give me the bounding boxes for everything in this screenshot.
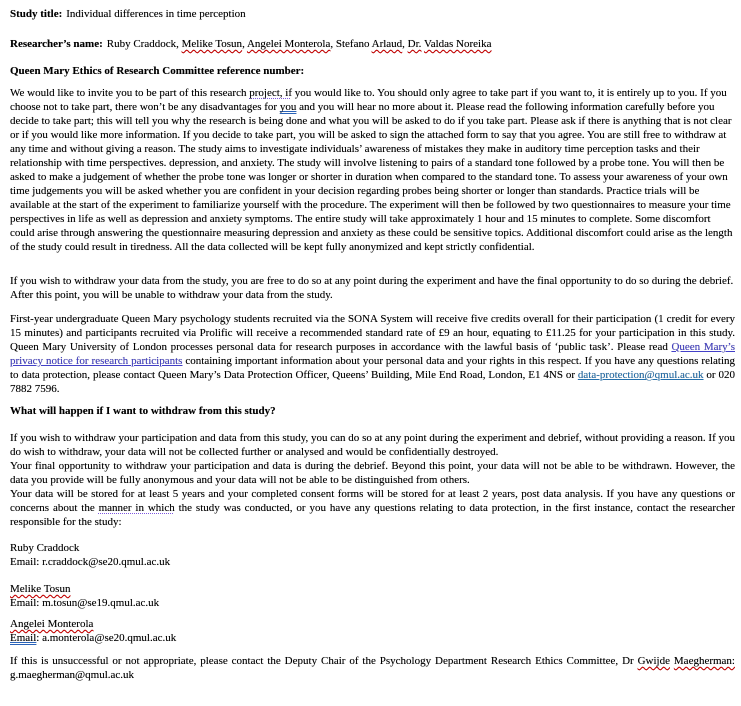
researchers-line (10, 37, 735, 51)
study-title-label: Study title: (10, 8, 63, 20)
intro-text: and you will hear no more about it. Please read the following information carefully before you decide to take part; this will tell you why the research is being done and what you will be asked to do if you take part. Please ask if there is anything that is not clear or if you would like more information. If you decide to take part, you will be asked to sign the attached form to say that you agree. You are still free to withdraw at any time and without giving a reason. The study aims to investigate individuals’ awareness of mistakes they make in auditory time perception tasks and their relationship with time perspectives. depression, and anxiety. The study will involve listening to pairs of a standard tone followed by a probe tone. You will then be asked to make a judgement of whether the probe tone was longer or shorter in duration when compared to the standard tone. To assess your awareness of your own time judgements you will be asked whether you are confident in your decision regarding probes being shorter or longer than standards. Practice trials will be available at the start of the experiment to familiarize yourself with the procedure. The experiment will then be followed by two questionnaires to measure your time perspectives in life as well as depression and anxiety symptoms. The entire study will take approximately 1 hour and 15 minutes to complete. Some discomfort could arise through answering the questionnaire measuring depression and anxiety as these could be sensitive topics. Additional discomfort could arise as the length of the study could result in tiredness. All the data collected will be kept fully anonymized and kept strictly confidential. (10, 101, 733, 253)
contact-name: Ruby Craddock (10, 542, 80, 554)
withdraw-details-text: Your data will be stored for at least 5 years and your completed consent forms will be stored for at least 2 years, post data analysis. If you have any questions or concerns about the (10, 488, 735, 514)
closing-text: g.maegherman@qmul.ac.uk (10, 669, 135, 681)
ethics-reference-heading-text: Queen Mary Ethics of Research Committee reference number: (10, 65, 305, 77)
intro-text: you would like to. You should only agree to take part if you want to, it is entirely up to you. If you choose not to take part, there won’t be any disadvantages for (10, 87, 727, 113)
contact-block (10, 617, 735, 645)
researcher-name-spellcheck: Angelei Monterola (246, 38, 331, 50)
researchers-label: Researcher’s name: (10, 38, 103, 50)
withdraw-details-line-c (10, 487, 735, 529)
grammar-mark: you (279, 101, 297, 113)
researcher-name: Ruby Craddock, (106, 38, 182, 50)
contact-email (10, 631, 735, 645)
data-protection-email-link[interactable]: data-protection@qmul.ac.uk (577, 369, 704, 381)
compensation-text: First-year undergraduate Queen Mary psychology students recruited via the SONA System will receive five credits overall for their participation (1 credit for every 15 minutes) and participants recruited via Prolific will receive a recommended standard rate of £9 an hour, equating to £11.25 for your participation in this study. Queen Mary University of London processes personal data for research purposes in accordance with the lawful basis of ‘public task’. Please read (10, 313, 735, 353)
grammar-mark: Email (10, 632, 37, 644)
ethics-reference-heading (10, 64, 735, 78)
style-suggestion-mark: manner in which (98, 502, 175, 514)
study-title-line (10, 7, 735, 21)
researcher-name-spellcheck: Valdas Noreika (423, 38, 492, 50)
contact-block (10, 541, 735, 569)
withdraw-heading (10, 404, 735, 418)
researcher-title-spellcheck: Dr. (407, 38, 422, 50)
contact-email-text: : a.monterola@se20.qmul.ac.uk (36, 632, 177, 644)
compensation-paragraph (10, 312, 735, 396)
style-suggestion-mark: project, if (249, 87, 292, 99)
researchers-separator: , (402, 38, 408, 50)
withdraw-details-line-b: Your final opportunity to withdraw your participation and data is during the debrief. Beyond this point, your data will not be able to be withdrawn. However, the data you provide will be fully anonymous and your data will not be able to be distinguished from others. (10, 460, 735, 486)
deputy-chair-name-spellcheck: Maegherman: (673, 655, 735, 667)
contact-block (10, 582, 735, 610)
compensation-text: containing important information about your personal data and your rights in this respect. If you have any questions relating to data protection, please contact Queen Mary’s Data Protection Officer, Queens’ Building, Mile End Road, London, E1 4NS or (10, 355, 736, 381)
contact-name-spellcheck: Melike Tosun (10, 583, 71, 595)
withdraw-heading-text: What will happen if I want to withdraw from this study? (10, 405, 276, 417)
contact-email: Email: r.craddock@se20.qmul.ac.uk (10, 556, 171, 568)
deputy-chair-name-spellcheck: Gwijde (637, 655, 670, 667)
researcher-name: , Stefano (330, 38, 372, 50)
withdraw-details-paragraph (10, 431, 735, 529)
study-title-value: Individual differences in time perception (66, 8, 246, 20)
intro-paragraph (10, 86, 735, 254)
closing-text: If this is unsuccessful or not appropriate, please contact the Deputy Chair of the Psychology Department Research Ethics Committee, Dr (10, 655, 638, 667)
contact-email: Email: m.tosun@se19.qmul.ac.uk (10, 597, 160, 609)
withdraw-details-line-a: If you wish to withdraw your participation and data from this study, you can do so at any point during the experiment and debrief, without providing a reason. If you do wish to withdraw, your data will not be collected further or analysed and would be confidentially destroyed. (10, 432, 735, 458)
privacy-notice-link[interactable]: Queen Mary’s privacy notice for research participants (10, 341, 735, 367)
withdraw-details-text: the study was conducted, or you have any questions relating to data protection, in the first instance, contact the researcher responsible for the study: (10, 502, 736, 528)
researchers-separator: , (242, 38, 247, 50)
contact-name-spellcheck: Angelei Monterola (10, 618, 94, 630)
researcher-name-spellcheck: Melike Tosun (181, 38, 243, 50)
closing-paragraph (10, 654, 735, 682)
compensation-text: or 020 7882 7596. (10, 369, 735, 395)
intro-text: We would like to invite you to be part of this research (10, 87, 250, 99)
withdraw-data-paragraph: If you wish to withdraw your data from the study, you are free to do so at any point during the experiment and have the final opportunity to do so during the debrief. After this point, you will be unable to withdraw your data from the study. (10, 275, 734, 301)
researcher-name-spellcheck: Arlaud (371, 38, 403, 50)
